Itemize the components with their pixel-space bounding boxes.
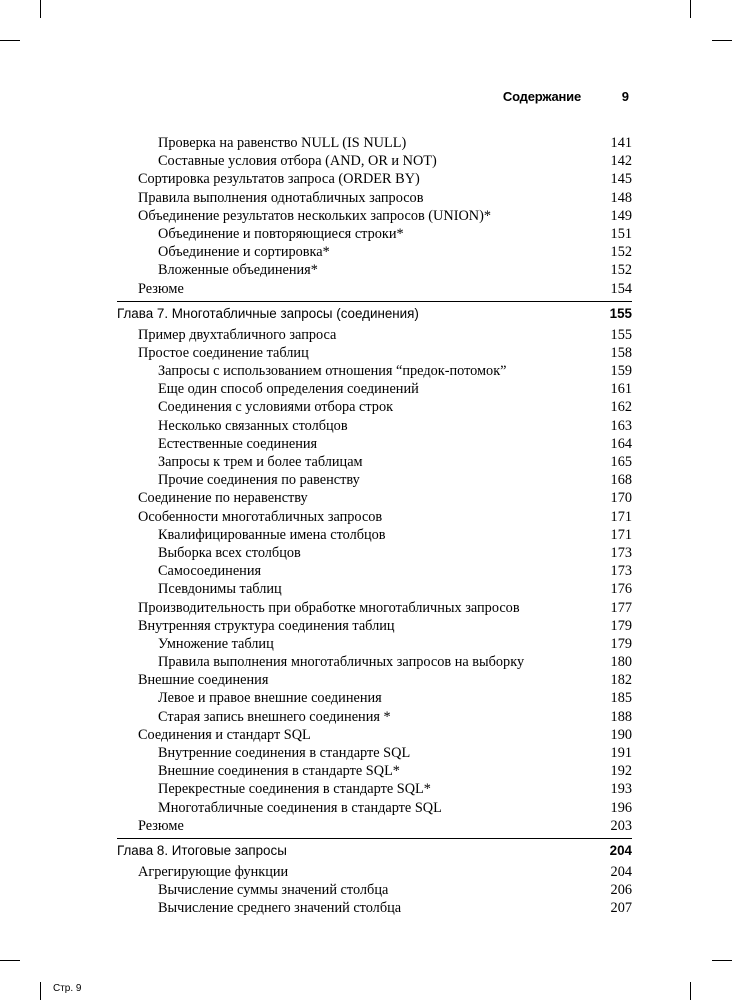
- toc-entry-title: Левое и правое внешние соединения: [158, 690, 382, 707]
- toc-entry-title: Внутренняя структура соединения таблиц: [138, 617, 395, 634]
- toc-entry-page: 180: [610, 654, 632, 671]
- toc-entry-page: 163: [610, 417, 632, 434]
- toc-entry-title: Составные условия отбора (AND, OR и NOT): [158, 153, 437, 170]
- toc-entry[interactable]: [117, 207, 632, 225]
- toc-entry[interactable]: [117, 398, 632, 416]
- toc-entry[interactable]: [117, 817, 632, 835]
- crop-mark: [690, 982, 691, 1000]
- toc-entry-page: 168: [610, 472, 632, 489]
- toc-entry-title: Запросы с использованием отношения “предок-потомок”: [158, 363, 507, 380]
- toc-entry-title: Пример двухтабличного запроса: [138, 326, 337, 343]
- toc-entry[interactable]: [117, 653, 632, 671]
- toc-entry-page: 196: [610, 799, 632, 816]
- toc-entry[interactable]: [117, 261, 632, 279]
- toc-entry[interactable]: [117, 344, 632, 362]
- toc-entry-title: Особенности многотабличных запросов: [138, 508, 383, 525]
- toc-entry-page: 154: [610, 280, 632, 297]
- toc-entry[interactable]: [117, 152, 632, 170]
- toc-entry-page: 192: [610, 763, 632, 780]
- toc-entry[interactable]: [117, 726, 632, 744]
- running-header-title: Содержание: [502, 89, 581, 104]
- toc-entry[interactable]: [117, 453, 632, 471]
- toc-entry[interactable]: [117, 580, 632, 598]
- toc-entry[interactable]: [117, 417, 632, 435]
- toc-entry-title: Псевдонимы таблиц: [158, 581, 282, 598]
- toc-entry-page: 161: [610, 381, 632, 398]
- toc-entry[interactable]: [117, 435, 632, 453]
- toc-entry-page: 177: [610, 599, 632, 616]
- toc-entry[interactable]: [117, 326, 632, 344]
- toc-entry-title: Резюме: [138, 817, 184, 834]
- toc-entry[interactable]: [117, 134, 632, 152]
- toc-entry-page: 190: [610, 726, 632, 743]
- toc-entry-page: 171: [610, 508, 632, 525]
- toc-entry-page: 152: [610, 244, 632, 261]
- toc-entry-title: Объединение и повторяющиеся строки*: [158, 225, 404, 242]
- chapter-divider-rule: [117, 838, 632, 839]
- toc-entry[interactable]: [117, 762, 632, 780]
- toc-entry-title: Простое соединение таблиц: [138, 344, 309, 361]
- toc-entry-page: 152: [610, 262, 632, 279]
- toc-entry[interactable]: [117, 708, 632, 726]
- toc-entry-page: 179: [610, 635, 632, 652]
- toc-entry[interactable]: [117, 744, 632, 762]
- toc-entry-title: Агрегирующие функции: [138, 863, 289, 880]
- crop-mark: [690, 0, 691, 18]
- toc-entry[interactable]: [117, 635, 632, 653]
- toc-entry-title: Внешние соединения в стандарте SQL*: [158, 763, 400, 780]
- toc-entry-page: 155: [609, 305, 632, 321]
- toc-entry[interactable]: [117, 362, 632, 380]
- toc-entry-title: Соединения с условиями отбора строк: [158, 399, 394, 416]
- toc-entry-page: 204: [610, 863, 632, 880]
- toc-entry-title: Естественные соединения: [158, 435, 318, 452]
- toc-entry-page: 159: [610, 363, 632, 380]
- toc-entry-page: 164: [610, 435, 632, 452]
- toc-entry[interactable]: [117, 899, 632, 917]
- toc-entry-page: 191: [610, 745, 632, 761]
- toc-entry[interactable]: [117, 471, 632, 489]
- toc-entry-title: Объединение результатов нескольких запросов (UNION)*: [138, 207, 492, 224]
- table-of-contents: [117, 134, 632, 918]
- toc-entry-page: 151: [610, 225, 632, 242]
- toc-entry-page: 165: [610, 454, 632, 470]
- toc-entry[interactable]: [117, 671, 632, 689]
- toc-entry-page: 176: [610, 581, 632, 598]
- toc-entry-page: 173: [610, 563, 632, 580]
- crop-mark: [712, 40, 732, 41]
- toc-entry-page: 179: [610, 617, 632, 634]
- toc-entry[interactable]: [117, 489, 632, 507]
- toc-entry-title: Выборка всех столбцов: [158, 544, 301, 561]
- toc-entry-page: 207: [610, 900, 632, 917]
- toc-entry-title: Соединения и стандарт SQL: [138, 726, 311, 743]
- toc-entry-page: 141: [610, 135, 632, 151]
- toc-entry-title: Сортировка результатов запроса (ORDER BY): [138, 171, 420, 188]
- toc-entry-title: Перекрестные соединения в стандарте SQL*: [158, 781, 431, 798]
- chapter-divider-rule: [117, 301, 632, 302]
- toc-entry-title: Резюме: [138, 280, 184, 297]
- toc-entry-title: Квалифицированные имена столбцов: [158, 526, 386, 543]
- toc-entry-page: 185: [610, 690, 632, 707]
- toc-entry[interactable]: [117, 243, 632, 261]
- toc-entry-page: 149: [610, 207, 632, 224]
- toc-entry-page: 171: [610, 526, 632, 543]
- toc-entry-page: 182: [610, 672, 632, 689]
- crop-mark: [0, 40, 20, 41]
- toc-entry[interactable]: [117, 599, 632, 617]
- toc-entry-title: Правила выполнения однотабличных запросов: [138, 189, 424, 206]
- toc-entry-title: Глава 7. Многотабличные запросы (соединения): [117, 305, 419, 321]
- toc-entry-title: Еще один способ определения соединений: [158, 381, 419, 398]
- toc-entry-title: Производительность при обработке многотабличных запросов: [138, 599, 520, 616]
- toc-entry-title: Объединение и сортировка*: [158, 244, 330, 261]
- toc-entry-page: 193: [610, 781, 632, 798]
- toc-entry-page: 206: [610, 882, 632, 899]
- toc-entry-title: Внешние соединения: [138, 672, 269, 689]
- toc-entry[interactable]: [117, 617, 632, 635]
- toc-entry[interactable]: [117, 562, 632, 580]
- toc-entry-page: 170: [610, 490, 632, 507]
- toc-entry-title: Вычисление суммы значений столбца: [158, 882, 389, 899]
- toc-entry-title: Старая запись внешнего соединения *: [158, 708, 391, 725]
- toc-entry[interactable]: [117, 799, 632, 817]
- running-header-page-number: 9: [621, 89, 629, 104]
- toc-entry-title: Самосоединения: [158, 563, 262, 580]
- toc-entry-title: Запросы к трем и более таблицам: [158, 454, 363, 470]
- toc-entry-page: 203: [610, 817, 632, 834]
- toc-entry[interactable]: [117, 189, 632, 207]
- toc-entry-page: 142: [610, 153, 632, 170]
- toc-entry-page: 204: [609, 842, 632, 858]
- toc-entry-title: Несколько связанных столбцов: [158, 417, 348, 434]
- toc-entry-page: 158: [610, 344, 632, 361]
- toc-entry[interactable]: [117, 544, 632, 562]
- toc-entry[interactable]: [117, 508, 632, 526]
- toc-entry-page: 173: [610, 544, 632, 561]
- toc-entry-title: Умножение таблиц: [158, 635, 274, 652]
- toc-entry-title: Внутренние соединения в стандарте SQL: [158, 745, 411, 761]
- toc-entry-title: Прочие соединения по равенству: [158, 472, 360, 489]
- toc-chapter-entry[interactable]: [117, 842, 632, 860]
- toc-entry[interactable]: [117, 689, 632, 707]
- toc-entry[interactable]: [117, 170, 632, 188]
- toc-entry[interactable]: [117, 881, 632, 899]
- toc-entry[interactable]: [117, 225, 632, 243]
- toc-entry-title: Многотабличные соединения в стандарте SQL: [158, 799, 442, 816]
- toc-entry-page: 155: [610, 326, 632, 343]
- toc-entry[interactable]: [117, 780, 632, 798]
- toc-entry-page: 148: [610, 189, 632, 206]
- toc-entry-page: 162: [610, 399, 632, 416]
- toc-entry-page: 188: [610, 708, 632, 725]
- toc-entry[interactable]: [117, 380, 632, 398]
- toc-entry-title: Вычисление среднего значений столбца: [158, 900, 402, 917]
- toc-entry[interactable]: [117, 863, 632, 881]
- toc-entry-title: Правила выполнения многотабличных запросов на выборку: [158, 654, 525, 671]
- toc-entry-title: Проверка на равенство NULL (IS NULL): [158, 135, 407, 151]
- crop-mark: [0, 960, 20, 961]
- toc-entry[interactable]: [117, 526, 632, 544]
- toc-chapter-entry[interactable]: [117, 305, 632, 323]
- crop-mark: [40, 0, 41, 18]
- footer-page-label: Стр. 9: [53, 983, 82, 994]
- toc-entry-title: Вложенные объединения*: [158, 262, 318, 279]
- toc-entry-title: Глава 8. Итоговые запросы: [117, 842, 287, 858]
- crop-mark: [40, 982, 41, 1000]
- toc-entry[interactable]: [117, 280, 632, 298]
- toc-entry-title: Соединение по неравенству: [138, 490, 308, 507]
- toc-entry-page: 145: [610, 171, 632, 188]
- crop-mark: [712, 960, 732, 961]
